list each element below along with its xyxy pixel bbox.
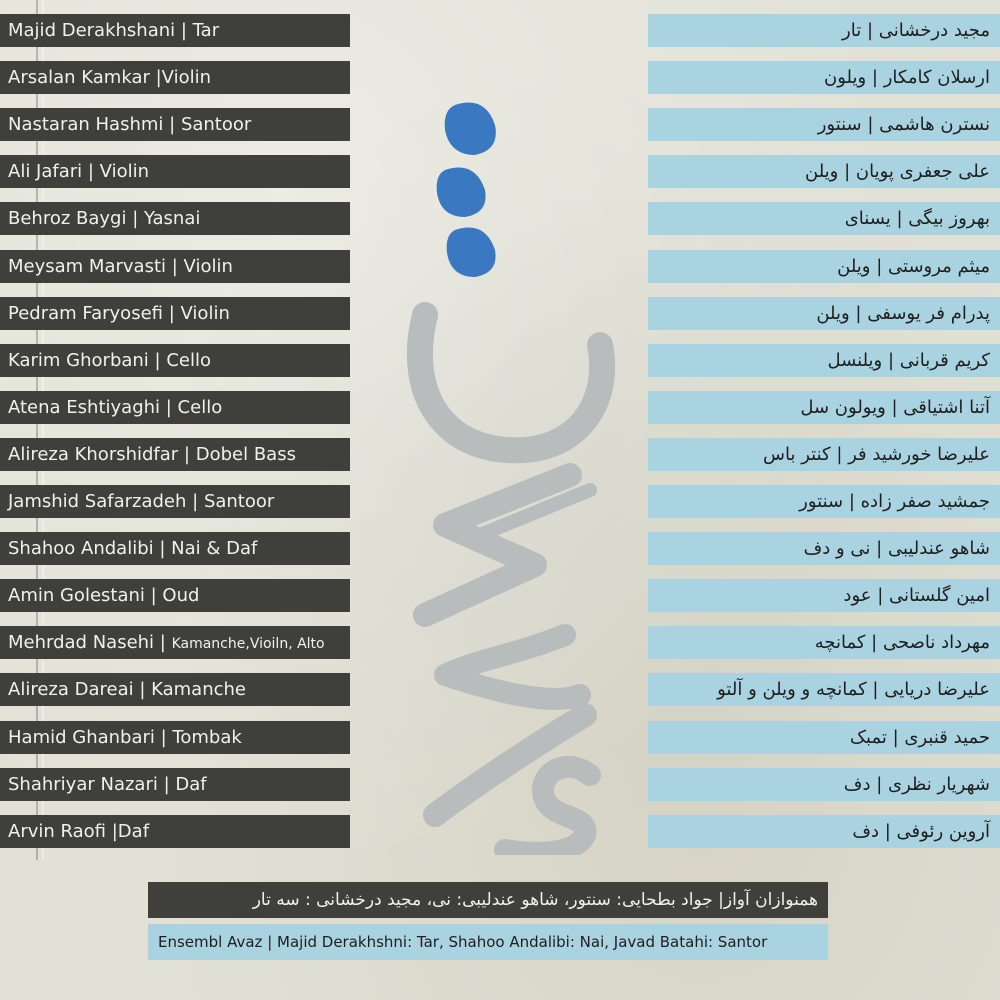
musician-instrument: Daf	[175, 773, 207, 795]
musician-name: Hamid Ghanbari	[8, 726, 155, 748]
english-musician-row	[0, 485, 350, 518]
musician-name: Arvin Raofi	[8, 820, 106, 842]
persian-musician-row: مجید درخشانی | تار	[648, 14, 1000, 47]
musician-instrument: Cello	[177, 396, 223, 418]
persian-musician-row: علیرضا دریایی | کمانچه و ویلن و آلتو	[648, 673, 1000, 706]
musician-instrument: Oud	[162, 585, 200, 607]
musician-instrument: Violin	[99, 161, 150, 183]
separator: |	[154, 726, 173, 748]
separator: |	[175, 20, 193, 41]
english-musician-row	[0, 391, 350, 424]
musician-instrument: Violin	[180, 302, 230, 324]
separator: |	[163, 302, 181, 324]
musician-name: Ali Jafari	[8, 161, 83, 183]
persian-musician-row: پدرام فر یوسفی | ویلن	[648, 297, 1000, 330]
musician-name: Amin Golestani	[8, 585, 145, 607]
english-musician-row	[0, 155, 350, 188]
musician-name: Meysam Marvasti	[8, 255, 167, 277]
english-musician-row	[0, 297, 350, 330]
persian-musician-row: جمشید صفر زاده | سنتور	[648, 485, 1000, 518]
musician-name: Shahriyar Nazari	[8, 773, 158, 795]
bottom-english-credits: Ensembl Avaz | Majid Derakhshni: Tar, Shahoo Andalibi: Nai, Javad Batahi: Santor	[148, 924, 828, 960]
separator: |	[144, 585, 163, 607]
separator: |	[149, 67, 162, 89]
musician-instrument: Tombak	[172, 726, 242, 748]
musician-name: Atena Eshtiyaghi	[8, 396, 161, 418]
english-musician-row	[0, 108, 350, 141]
english-musician-row	[0, 673, 350, 706]
persian-musician-row: شهریار نظری | دف	[648, 768, 1000, 801]
english-musician-row	[0, 815, 350, 848]
english-musician-row	[0, 250, 350, 283]
persian-musician-row: امین گلستانی | عود	[648, 579, 1000, 612]
calligraphy-title-artwork	[385, 95, 635, 855]
persian-musician-row: آروین رئوفی | دف	[648, 815, 1000, 848]
separator: |	[153, 538, 172, 560]
musician-instrument: Violin	[161, 67, 212, 89]
persian-musician-row: آتنا اشتیاقی | ویولون سل	[648, 391, 1000, 424]
musician-name: Arsalan Kamkar	[8, 67, 150, 89]
separator: |	[163, 114, 181, 136]
persian-musician-row: مهرداد ناصحی | کمانچه	[648, 626, 1000, 659]
musician-name: Jamshid Safarzadeh	[8, 491, 187, 512]
separator: |	[148, 349, 167, 371]
english-musician-row	[0, 721, 350, 754]
persian-musician-row: کریم قربانی | ویلنسل	[648, 344, 1000, 377]
musician-instrument: Kamanche,Vioiln, Alto	[171, 636, 325, 653]
english-musician-row	[0, 61, 350, 94]
english-musician-row	[0, 768, 350, 801]
persian-musician-row: علیرضا خورشید فر | کنتر باس	[648, 438, 1000, 471]
english-musician-row	[0, 14, 350, 47]
separator: |	[106, 820, 118, 842]
persian-musician-row: نسترن هاشمی | سنتور	[648, 108, 1000, 141]
musician-instrument: Dobel Bass	[195, 443, 296, 465]
persian-musician-row: بهروز بیگی | یسنای	[648, 202, 1000, 235]
musician-instrument: Kamanche	[151, 679, 246, 701]
separator: |	[82, 161, 100, 183]
persian-musician-row: علی جعفری پویان | ویلن	[648, 155, 1000, 188]
separator: |	[126, 208, 144, 230]
musician-name: Alireza Dareai	[8, 679, 134, 701]
musician-instrument: Violin	[183, 255, 233, 277]
musician-name: Shahoo Andalibi	[8, 538, 154, 560]
english-musician-row	[0, 532, 350, 565]
english-musician-row	[0, 344, 350, 377]
separator: |	[157, 773, 176, 795]
musician-instrument: Santoor	[180, 114, 252, 136]
musician-instrument: Tar	[192, 20, 220, 41]
separator: |	[133, 679, 152, 701]
musician-name: Nastaran Hashmi	[8, 114, 164, 136]
persian-musician-row: شاهو عندلیبی | نی و دف	[648, 532, 1000, 565]
english-musician-row	[0, 438, 350, 471]
english-musician-row	[0, 202, 350, 235]
musician-instrument: Santoor	[203, 491, 275, 512]
separator: |	[166, 255, 184, 277]
musician-name: Mehrdad Nasehi	[8, 632, 155, 654]
musician-name: Pedram Faryosefi	[8, 302, 163, 324]
musician-name: Behroz Baygi	[8, 208, 127, 230]
musician-name: Majid Derakhshani	[8, 20, 176, 41]
musician-instrument: Daf	[117, 820, 150, 842]
musician-instrument: Cello	[166, 349, 211, 371]
separator: |	[178, 443, 196, 465]
separator: |	[154, 632, 172, 654]
english-musician-row	[0, 579, 350, 612]
separator: |	[160, 396, 178, 418]
persian-musician-row: میثم مروستی | ویلن	[648, 250, 1000, 283]
separator: |	[186, 491, 204, 512]
musician-instrument: Yasnai	[144, 208, 201, 230]
persian-musician-row: ارسلان کامکار | ویلون	[648, 61, 1000, 94]
english-musician-row	[0, 626, 350, 659]
musician-instrument: Nai & Daf	[171, 538, 258, 560]
persian-musician-row: حمید قنبری | تمبک	[648, 721, 1000, 754]
musician-name: Karim Ghorbani	[8, 349, 149, 371]
bottom-persian-credits: همنوازان آواز| جواد بطحایی: سنتور، شاهو عندلیبی: نی، مجید درخشانی : سه تار	[148, 882, 828, 918]
musician-name: Alireza Khorshidfar	[8, 443, 179, 465]
